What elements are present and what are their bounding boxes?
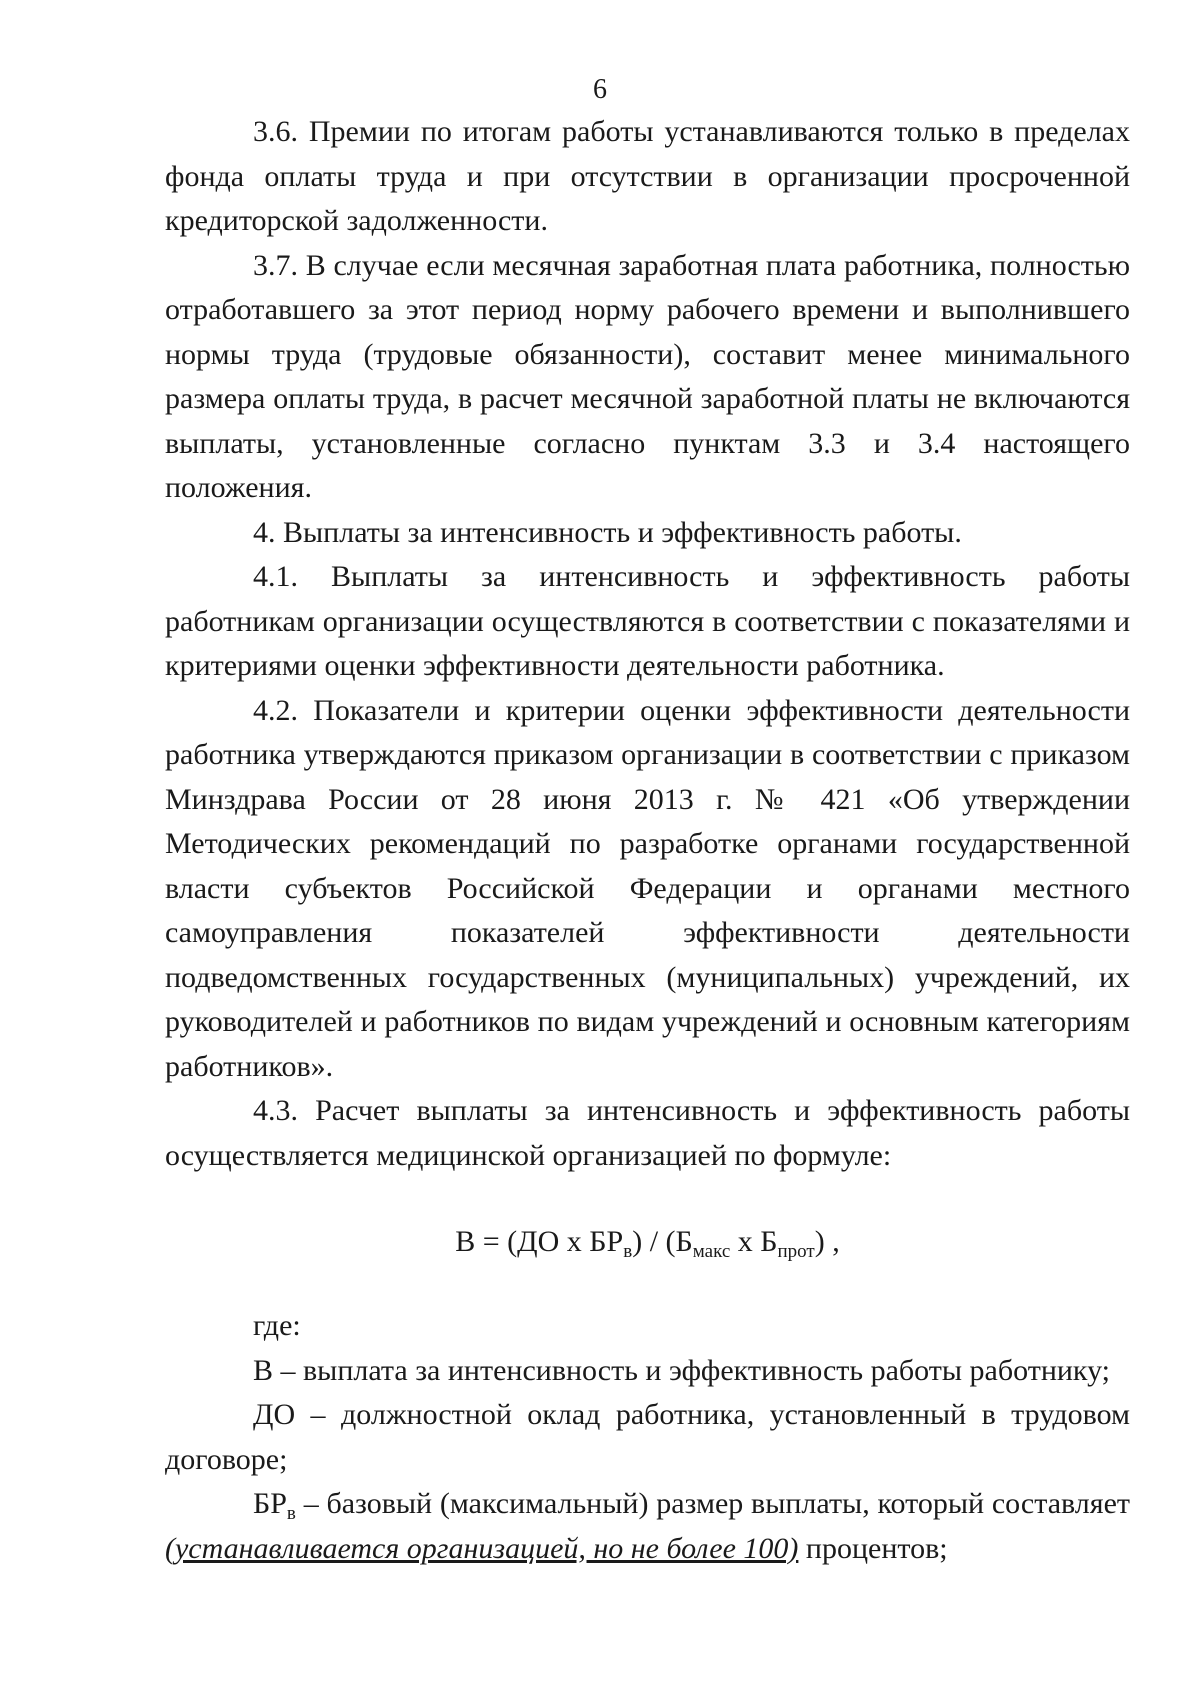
definition-br-subscript: в — [286, 1503, 296, 1524]
formula-subscript-max: макс — [692, 1241, 731, 1262]
paragraph-4-2: 4.2. Показатели и критерии оценки эффективности деятельности работника утверждаются приказом организации в соответствии с приказом Минздрава России от 28 июня 2013 г. № 421 «Об утверждении Методических рекомендаций по разработке органами государственной власти субъектов Российской Федерации и органами местного самоуправления показателей эффективности деятельности подведомственных государственных (муниципальных) учреждений, их руководителей и работников по видам учреждений и основным категориям работников». — [165, 693, 1130, 1083]
formula-part-4: ) , — [814, 1225, 840, 1258]
formula-subscript-prot: прот — [777, 1241, 815, 1262]
formula-part-1: В = (ДО х БР — [455, 1225, 624, 1258]
paragraph-4-3: 4.3. Расчет выплаты за интенсивность и эффективность работы осуществляется медицинской организацией по формуле: — [165, 1094, 1130, 1172]
where-label: где: — [253, 1309, 301, 1342]
document-body — [165, 110, 1130, 1571]
formula-part-2: ) / (Б — [632, 1225, 693, 1258]
definition-br-symbol: БР — [253, 1487, 287, 1520]
definition-br-text: – базовый (максимальный) размер выплаты, который составляет — [295, 1487, 1130, 1520]
paragraph-4-1: 4.1. Выплаты за интенсивность и эффективность работы работникам организации осуществляются в соответствии с показателями и критериями оценки эффективности деятельности работника. — [165, 560, 1130, 682]
definition-br-emphasis: (устанавливается организацией, но не более 100) — [165, 1531, 799, 1565]
formula-part-3: х Б — [730, 1225, 778, 1258]
section-4-heading: 4. Выплаты за интенсивность и эффективность работы. — [253, 515, 962, 549]
page-number: 6 — [593, 74, 607, 105]
paragraph-3-7: 3.7. В случае если месячная заработная плата работника, полностью отработавшего за этот период норму рабочего времени и выполнившего нормы труда (трудовые обязанности), составит менее минимального размера оплаты труда, в расчет месячной заработной платы не включаются выплаты, установленные согласно пунктам 3.3 и 3.4 настоящего положения. — [165, 248, 1130, 504]
definition-do: ДО – должностной оклад работника, установленный в трудовом договоре; — [165, 1398, 1130, 1476]
paragraph-3-6: 3.6. Премии по итогам работы устанавливаются только в пределах фонда оплаты труда и при отсутствии в организации просроченной кредиторской задолженности. — [165, 115, 1130, 237]
payment-formula — [165, 1220, 1130, 1264]
definition-v: В – выплата за интенсивность и эффективность работы работнику; — [253, 1353, 1111, 1387]
formula-subscript-v: в — [623, 1241, 633, 1262]
definition-br-suffix: процентов; — [798, 1531, 948, 1565]
definition-br — [165, 1482, 1130, 1571]
